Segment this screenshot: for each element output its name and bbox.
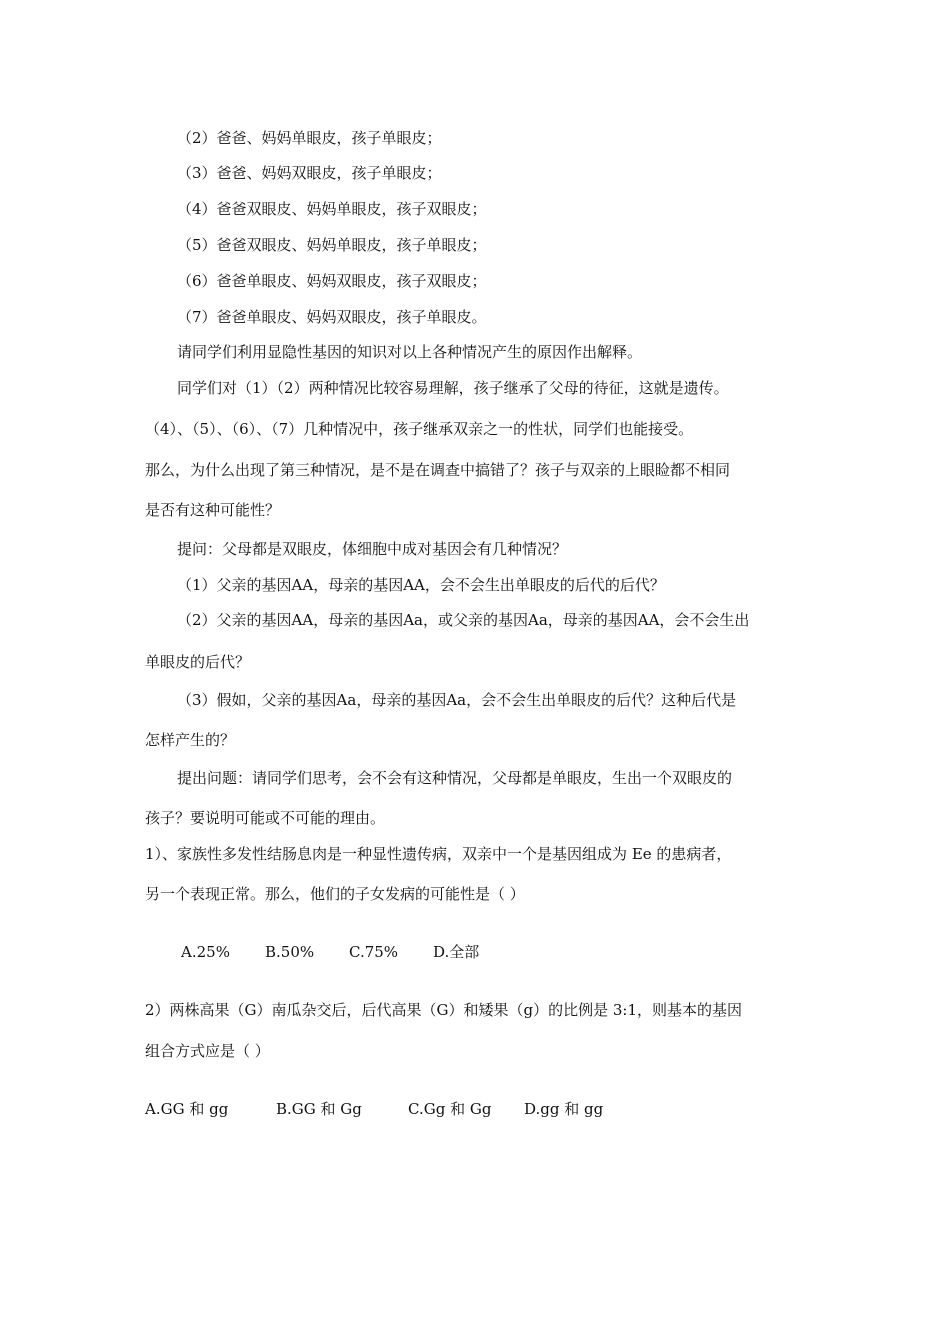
question-2-line: （2）父亲的基因AA，母亲的基因Aa，或父亲的基因Aa，母亲的基因AA，会不会生出 — [177, 611, 750, 629]
option-a: A.25% — [181, 943, 230, 961]
question-text: 提问：父母都是双眼皮，体细胞中成对基因会有几种情况？ — [177, 540, 568, 558]
option-b: B.GG 和 Gg — [276, 1100, 362, 1118]
exercise-1-line: 另一个表现正常。那么，他们的子女发病的可能性是（ ） — [145, 885, 525, 903]
paragraph-line: 是否有这种可能性？ — [145, 501, 281, 519]
paragraph-line: （4）、（5）、（6）、（7）几种情况中，孩子继承双亲之一的性状，同学们也能接受。 — [145, 420, 694, 438]
case-6: （6）爸爸单眼皮、妈妈双眼皮，孩子双眼皮； — [177, 272, 487, 290]
option-c: C.75% — [349, 943, 399, 961]
case-2: （2）爸爸、妈妈单眼皮，孩子单眼皮； — [177, 129, 442, 147]
paragraph-line: 同学们对（1）（2）两种情况比较容易理解，孩子继承了父母的待征，这就是遗传。 — [177, 379, 729, 397]
question-2-line: 单眼皮的后代？ — [145, 653, 251, 671]
option-d: D.gg 和 gg — [524, 1100, 604, 1118]
paragraph-line: 那么，为什么出现了第三种情况，是不是在调查中搞错了？孩子与双亲的上眼睑都不相同 — [145, 461, 731, 479]
option-b: B.50% — [265, 943, 315, 961]
exercise-2-options — [145, 1099, 603, 1119]
question-1: （1）父亲的基因AA，母亲的基因AA，会不会生出单眼皮的后代的后代？ — [177, 576, 665, 594]
case-5: （5）爸爸双眼皮、妈妈单眼皮，孩子单眼皮； — [177, 236, 487, 254]
exercise-2-line: 2）两株高果（G）南瓜杂交后，后代高果（G）和矮果（g）的比例是 3:1，则基本的基因 — [145, 1001, 743, 1019]
case-4: （4）爸爸双眼皮、妈妈单眼皮，孩子双眼皮； — [177, 200, 487, 218]
question-3-line: （3）假如，父亲的基因Aa，母亲的基因Aa，会不会生出单眼皮的后代？这种后代是 — [177, 691, 737, 709]
option-d: D.全部 — [433, 943, 480, 961]
explain-prompt: 请同学们利用显隐性基因的知识对以上各种情况产生的原因作出解释。 — [177, 343, 643, 361]
exercise-2-line: 组合方式应是（ ） — [145, 1042, 270, 1060]
raise-question-line: 提出问题：请同学们思考，会不会有这种情况，父母都是单眼皮，生出一个双眼皮的 — [177, 769, 733, 787]
question-3-line: 怎样产生的？ — [145, 731, 236, 749]
option-c: C.Gg 和 Gg — [408, 1100, 492, 1118]
exercise-1-options — [181, 942, 479, 962]
exercise-1-line: 1）、家族性多发性结肠息肉是一种显性遗传病，双亲中一个是基因组成为 Ee 的患病者， — [145, 845, 732, 863]
case-3: （3）爸爸、妈妈双眼皮，孩子单眼皮； — [177, 164, 442, 182]
raise-question-line: 孩子？要说明可能或不可能的理由。 — [145, 809, 386, 827]
option-a: A.GG 和 gg — [145, 1100, 229, 1118]
case-7: （7）爸爸单眼皮、妈妈双眼皮，孩子单眼皮。 — [177, 308, 487, 326]
